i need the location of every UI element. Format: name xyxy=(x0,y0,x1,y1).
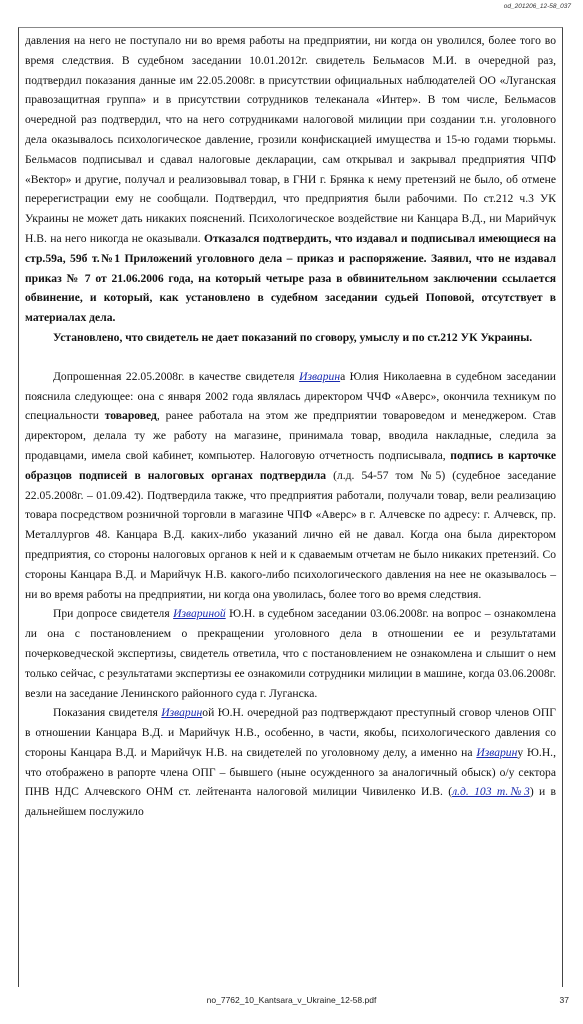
document-body xyxy=(25,31,556,822)
bold-conclusion: Установлено, что свидетель не дает показаний по сговору, умыслу и по ст.212 УК Украины. xyxy=(53,330,533,344)
paragraph-izvarina-conspiracy: Показания свидетеля Извариной Ю.Н. очередной раз подтверждают преступный сговор членов ОПГ в отношении Канцара В.Д. и Марийчук Н.В., особенно, в части, якобы, психологического давления со стороны Канцара В.Д. и Марийчук Н.В. на свидетелей по уголовному делу, а именно на Изварину Ю.Н., что отображено в рапорте члена ОПГ – бывшего (ныне осужденного за аналогичный обыск) о/у сектора ПНВ НДС Алчевского ОНМ ст. лейтенанта налоговой милиции Чивиленко И.В. (л.д. 103 т.№3) и в дальнейшем послужило xyxy=(25,706,556,819)
paragraph-izvarina-questioning: При допросе свидетеля Извариной Ю.Н. в судебном заседании 03.06.2008г. на вопрос – ознакомлена ли она с постановлением о прекращении уголовного дела в отношении ее и результатами почерковедческой экспертизы, свидетель ответила, что с постановлением не ознакомлена и слышит о нем только сейчас, с результатами экспертизы ее ознакомили сотрудники милиции в машине, когда 03.06.2008г. везли на заседание Ленинского районного суда г. Луганска. xyxy=(25,607,556,700)
witness-link[interactable]: Изварин xyxy=(161,706,203,720)
paragraph-established xyxy=(25,328,556,348)
witness-link[interactable]: Изварин xyxy=(476,745,518,759)
page-frame xyxy=(18,27,563,987)
document-reference: od_201206_12-58_037 xyxy=(503,3,571,10)
paragraph-belmasov: давления на него не поступало ни во время работы на предприятии, ни когда он уволился, более того во время следствия. В судебном заседании 10.01.2012г. свидетель Бельмасов М.И. в очередной раз, подтвердил показания данные им 22.05.2008г. в присутствии официальных наблюдателей ОО «Луганская правозащитная группа» и в присутствии сотрудников телеканала «Интер». В том числе, Бельмасов очередной раз подтвердил, что на него сотрудниками налоговой милиции при создании т.н. уголовного дела оказывалось психологическое давление, грозили конфискацией имущества и 15-ю годами тюрьмы. Бельмасов подписывал и сдавал налоговые декларации, сам открывал и закрывал предприятия ЧПФ «Вектор» и другие, получал и реализовывал товар, в ГНИ г. Брянка к нему претензий не было, об отмене перерегистрации ему не сообщали. Подтвердил, что предприятия были рабочими. По ст.212 ч.3 УК Украины не может дать никаких пояснений. Психологическое воздействие ни Канцара В.Д., ни Марийчук Н.В. на него никогда не оказывали. Отказался подтвердить, что издавал и подписывал имеющиеся на стр.59а, 59б т.№1 Приложений уголовного дела – приказ и распоряжение. Заявил, что не издавал приказ № 7 от 21.06.2006 года, на который четыре раза в обвинительном заключении ссылается обвинение, и который, как установлено в судебном заседании судьей Поповой, отсутствует в материалах дела. xyxy=(25,34,556,325)
witness-link[interactable]: Изварин xyxy=(299,369,341,383)
case-file-link[interactable]: л.д. 103 т.№3 xyxy=(452,785,530,799)
witness-link[interactable]: Извариной xyxy=(173,607,226,621)
page-number: 37 xyxy=(559,995,569,1005)
paragraph-izvarina-testimony: Допрошенная 22.05.2008г. в качестве свидетеля Изварина Юлия Николаевна в судебном заседании пояснила следующее: она с января 2002 года являлась директором ЧЧФ «Аверс», окончила техникум по специальности товаровед, ранее работала на этом же предприятии товароведом и менеджером. Став директором, делала ту же работу на магазине, принимала товар, вводила накладные, следила за продавцами, имела свой кабинет, компьютер. Налоговую отчетность подписывала, подпись в карточке образцов подписей в налоговых органах подтвердила (л.д. 54-57 том №5) (судебное заседание 22.05.2008г. – 01.09.42). Подтвердила также, что предприятия работали, получали товар, вели реализацию товара посредством розничной торговли в магазине ЧПФ «Аверс» в г. Алчевске по адресу: г. Алчевск, пр. Металлургов 48. Канцара В.Д. каких-либо указаний лично ей не давал. Когда она была директором предприятия, со стороны налоговых органов к ней и к сдаваемым отчетам не было никаких претензий. Со стороны Канцара В.Д. и Марийчук Н.В. какого-либо психологического давления на нее не оказывалось – ни во время работы на предприятии, ни когда она уволилась, более того во время следствия. xyxy=(25,369,556,601)
bold-statement: Отказался подтвердить, что издавал и подписывал имеющиеся на стр.59а, 59б т.№1 Приложений уголовного дела – приказ и распоряжение. Заявил, что не издавал приказ № 7 от 21.06.2006 года, на который четыре раза в обвинительном заключении ссылается обвинение, и который, как установлено в судебном заседании судьей Поповой, отсутствует в материалах дела. xyxy=(25,231,556,325)
footer-filename: no_7762_10_Kantsara_v_Ukraine_12-58.pdf xyxy=(206,995,377,1005)
